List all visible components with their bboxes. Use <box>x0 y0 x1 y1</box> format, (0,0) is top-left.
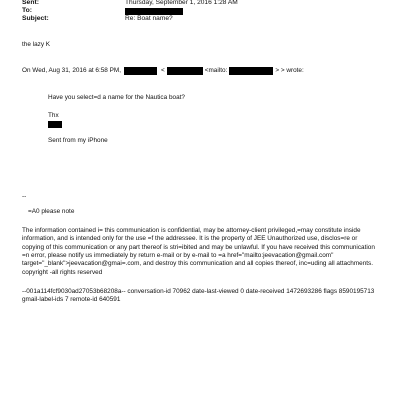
quote-suffix: > > wrote: <box>275 67 304 74</box>
mailto-redaction <box>229 67 273 75</box>
quote-lt: < <box>161 67 165 74</box>
sender-name-redaction <box>124 67 157 75</box>
sent-label: Sent: <box>22 0 39 7</box>
to-redaction <box>125 8 183 15</box>
message-metadata: --001a114fcf9030ad27053b68208a-- conversation-id 70962 date-last-viewed 0 date-received 1472693286 flags 8590195713 gmail-label-ids 7 remote-id 640591 <box>22 288 375 304</box>
to-label: To: <box>22 7 33 15</box>
quoted-question: Have you select=d a name for the Nautica boat? <box>48 94 185 101</box>
quote-header <box>22 67 304 75</box>
subject-value: Re: Boat name? <box>125 15 173 23</box>
confidentiality-disclaimer: The information contained i= this communication is confidential, may be attorney-client privileged,=may constitute inside information, and is intended only for the use =f the addressee. It is the property of JEE Unauthorized use, disclos=re or copying of this communication or any part thereof is stri=ibited and may be unlawful. If you have received this communication =n error, please notify us immediately by return e-mail or by e-mail to =a href="mailto:jeevacation@gmail.com" target="_blank">jeevacation@gmai=.com, and destroy this communication and all copies thereof, inc=uding all attachments. copyright -all rights reserved <box>22 227 375 276</box>
quoted-sender-redaction <box>48 121 62 128</box>
subject-row <box>22 15 173 24</box>
please-note: =A0 please note <box>28 208 75 215</box>
quoted-signature: Sent from my iPhone <box>48 137 108 144</box>
separator-dashes: -- <box>22 193 27 200</box>
quote-mailto: <mailto: <box>204 67 228 74</box>
quote-prefix: On Wed, Aug 31, 2016 at 6:58 PM, <box>22 67 122 74</box>
sender-email-redaction <box>167 67 203 75</box>
quoted-thanks: Thx <box>48 112 59 119</box>
reply-text: the lazy K <box>22 41 51 48</box>
sent-value: Thursday, September 1, 2016 1:28 AM <box>125 0 238 7</box>
subject-label: Subject: <box>22 15 49 23</box>
